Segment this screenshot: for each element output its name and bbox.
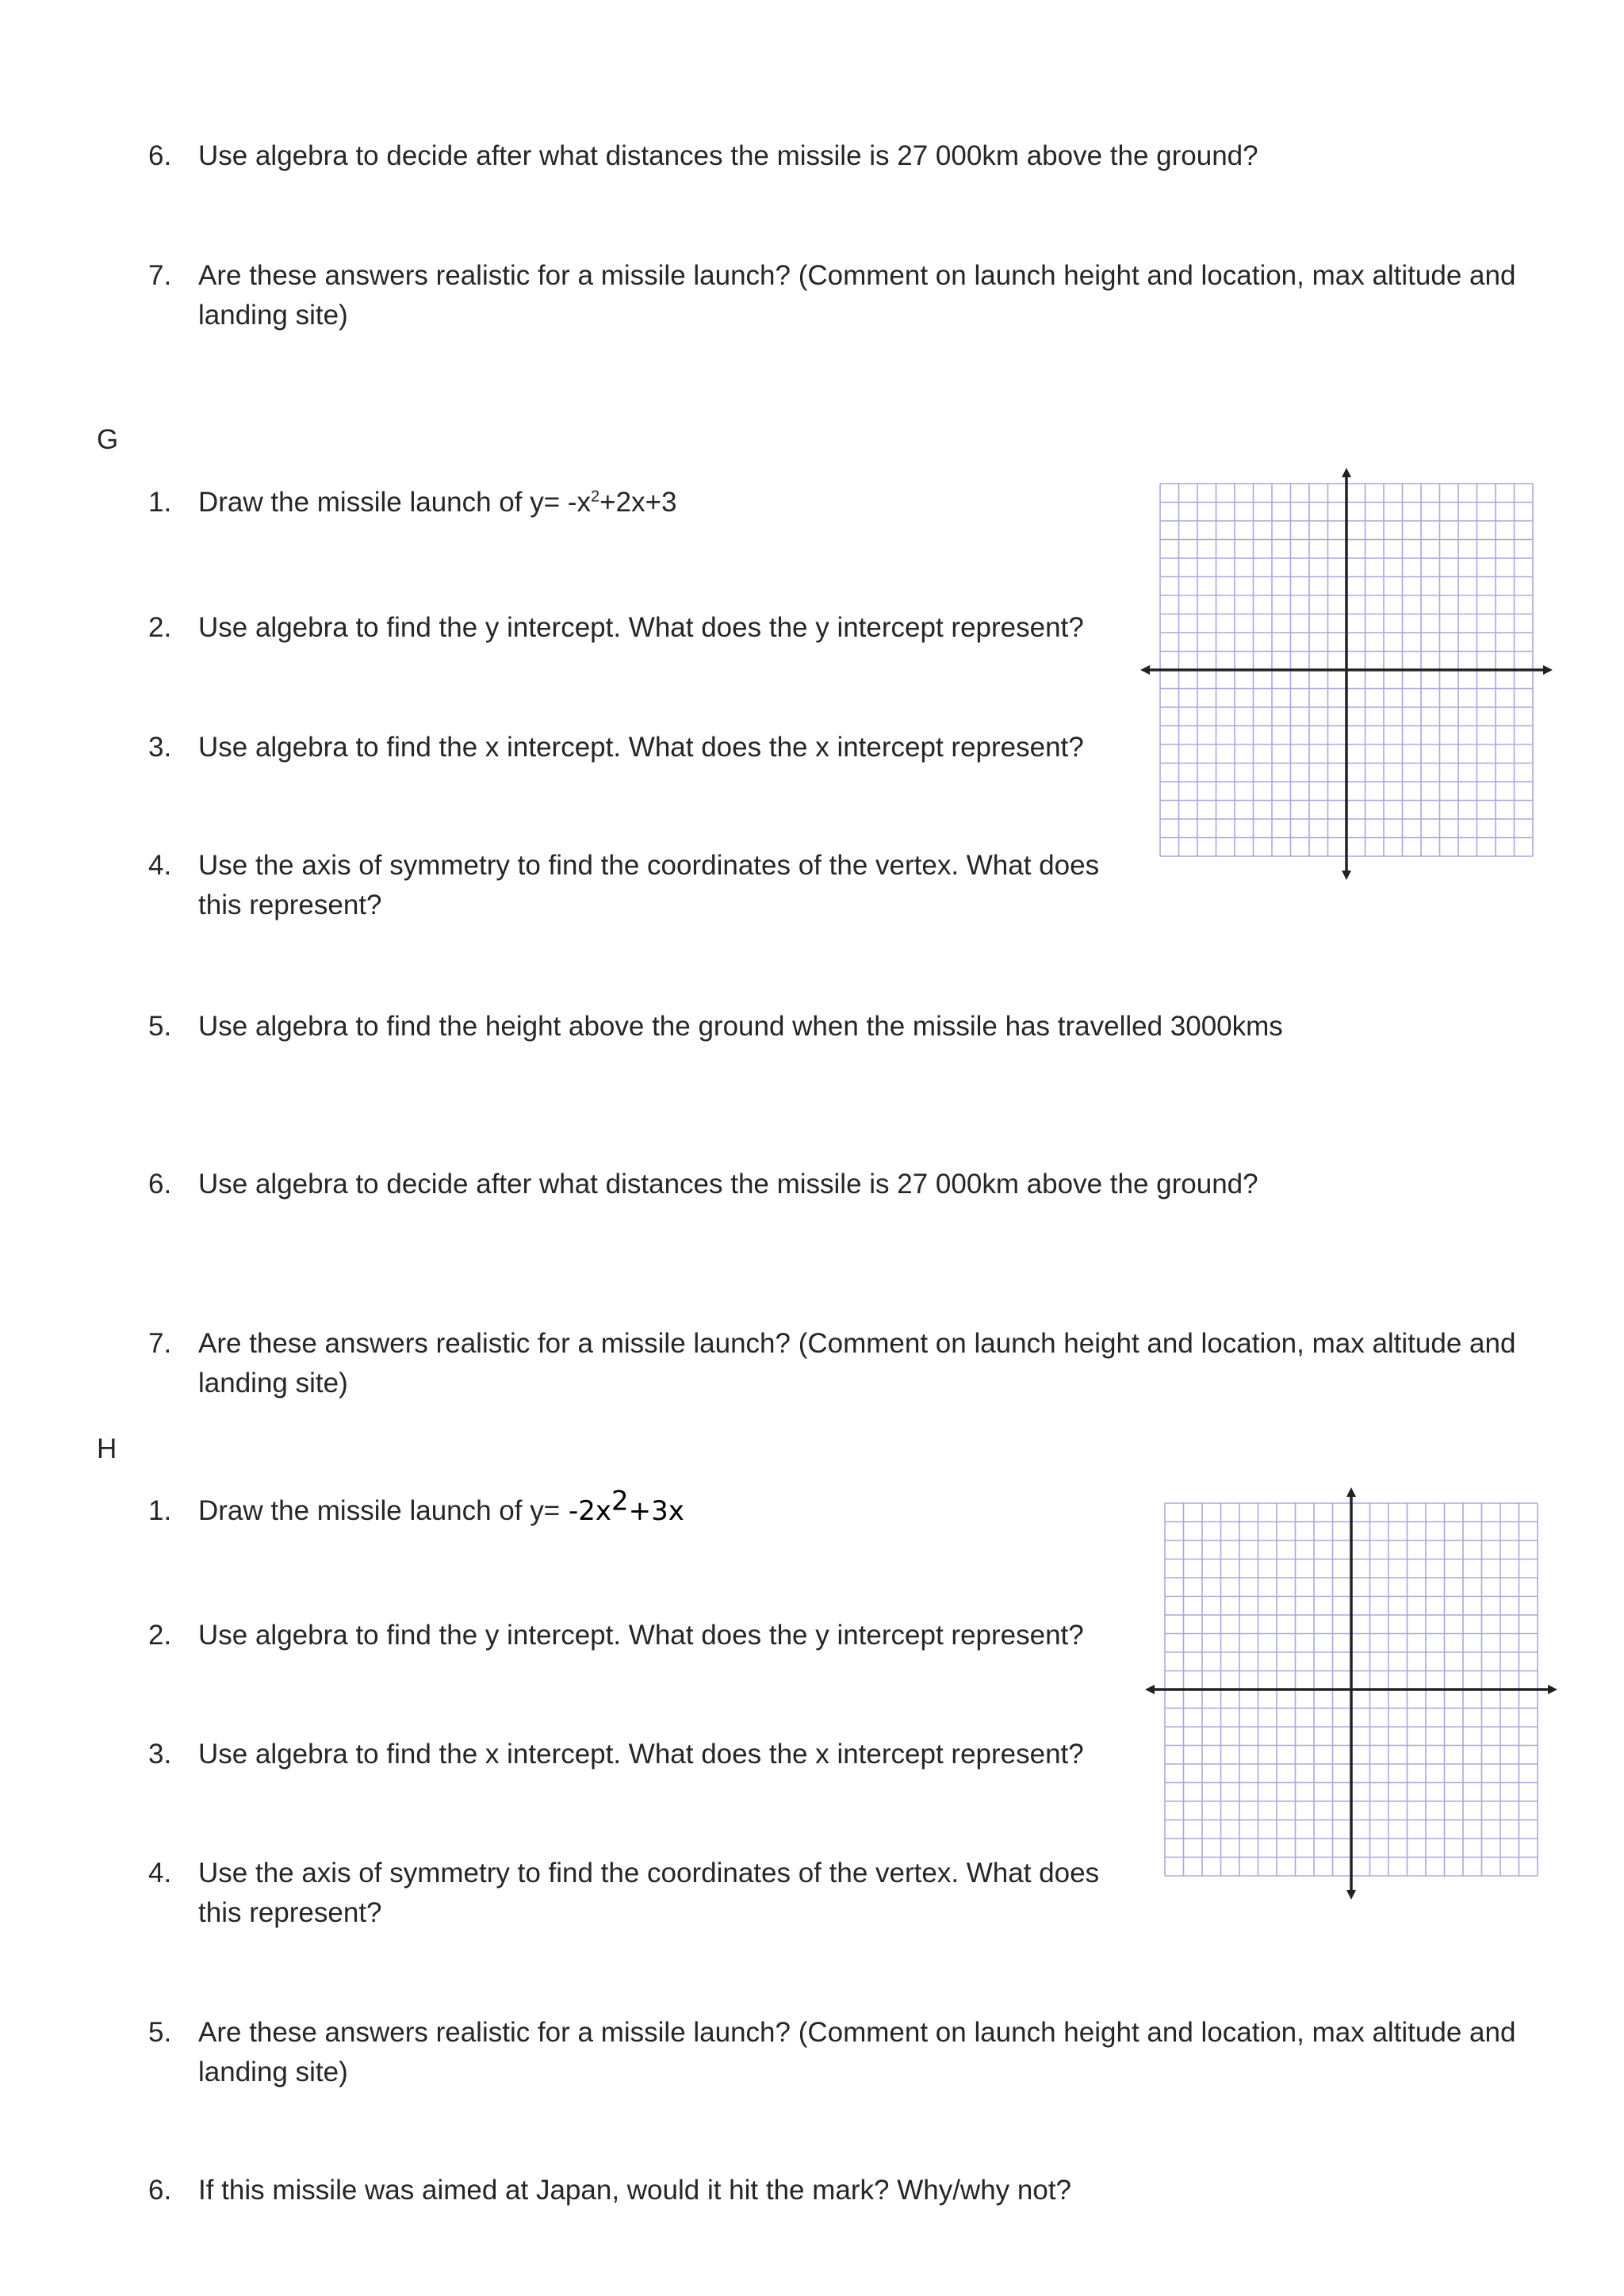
graph-grid-g xyxy=(1140,468,1553,880)
question-number: 1. xyxy=(148,1495,172,1526)
equation-term: -2x xyxy=(560,1495,612,1527)
question-text-line1: Are these answers realistic for a missile launch? (Comment on launch height and location, max altitude and xyxy=(198,1328,1516,1359)
question-number: 7. xyxy=(148,260,172,291)
question-text-line1: Are these answers realistic for a missile launch? (Comment on launch height and location, max altitude and xyxy=(198,260,1516,291)
question-number: 6. xyxy=(148,140,172,171)
question-number: 5. xyxy=(148,2017,172,2048)
equation-prefix: Draw the missile launch of y= xyxy=(198,1495,561,1526)
arrow-up-icon xyxy=(1342,468,1351,477)
question-text-line2: this represent? xyxy=(198,1897,382,1928)
question-text: Use algebra to decide after what distances the missile is 27 000km above the ground? xyxy=(198,140,1258,171)
arrow-down-icon xyxy=(1346,1890,1356,1900)
question-text: Use algebra to decide after what distances the missile is 27 000km above the ground? xyxy=(198,1169,1258,1200)
question-text-line2: landing site) xyxy=(198,300,348,331)
section-g-label: G xyxy=(97,424,119,455)
question-number: 2. xyxy=(148,1620,172,1651)
question-text: Use algebra to find the height above the ground when the missile has travelled 3000kms xyxy=(198,1011,1283,1042)
question-text: Use algebra to find the x intercept. What does the x intercept represent? xyxy=(198,1739,1084,1770)
arrow-down-icon xyxy=(1342,871,1351,880)
arrow-left-icon xyxy=(1145,1685,1155,1694)
question-number: 3. xyxy=(148,1739,172,1770)
question-text-line2: landing site) xyxy=(198,1368,348,1399)
exponent: 2 xyxy=(611,1485,629,1517)
question-number: 3. xyxy=(148,732,172,763)
question-text-line1: Are these answers realistic for a missile launch? (Comment on launch height and location, max altitude and xyxy=(198,2017,1516,2048)
question-text-line2: this represent? xyxy=(198,890,382,920)
equation-suffix: +3x xyxy=(628,1495,684,1527)
question-number: 6. xyxy=(148,2175,172,2206)
question-text: Use algebra to find the y intercept. What does the y intercept represent? xyxy=(198,1620,1084,1651)
question-number: 1. xyxy=(148,487,172,518)
question-text: Use algebra to find the y intercept. What does the y intercept represent? xyxy=(198,612,1084,643)
question-text xyxy=(198,483,676,522)
exponent: 2 xyxy=(591,488,600,506)
question-number: 2. xyxy=(148,612,172,643)
question-text xyxy=(198,1485,684,1531)
section-h-label: H xyxy=(97,1433,117,1464)
question-text: If this missile was aimed at Japan, would it hit the mark? Why/why not? xyxy=(198,2175,1072,2206)
question-text-line1: Use the axis of symmetry to find the coordinates of the vertex. What does xyxy=(198,850,1100,881)
question-number: 4. xyxy=(148,850,172,881)
equation-prefix: Draw the missile launch of y= -x xyxy=(198,487,592,518)
arrow-left-icon xyxy=(1140,665,1150,675)
arrow-up-icon xyxy=(1346,1487,1356,1497)
question-number: 6. xyxy=(148,1169,172,1200)
arrow-right-icon xyxy=(1543,665,1553,675)
question-number: 4. xyxy=(148,1858,172,1888)
arrow-right-icon xyxy=(1548,1685,1557,1694)
question-text: Use algebra to find the x intercept. What does the x intercept represent? xyxy=(198,732,1084,763)
graph-grid-h xyxy=(1145,1487,1557,1900)
question-text-line1: Use the axis of symmetry to find the coordinates of the vertex. What does xyxy=(198,1858,1100,1888)
equation-suffix: +2x+3 xyxy=(599,487,677,518)
question-number: 7. xyxy=(148,1328,172,1359)
question-number: 5. xyxy=(148,1011,172,1042)
question-text-line2: landing site) xyxy=(198,2057,348,2087)
